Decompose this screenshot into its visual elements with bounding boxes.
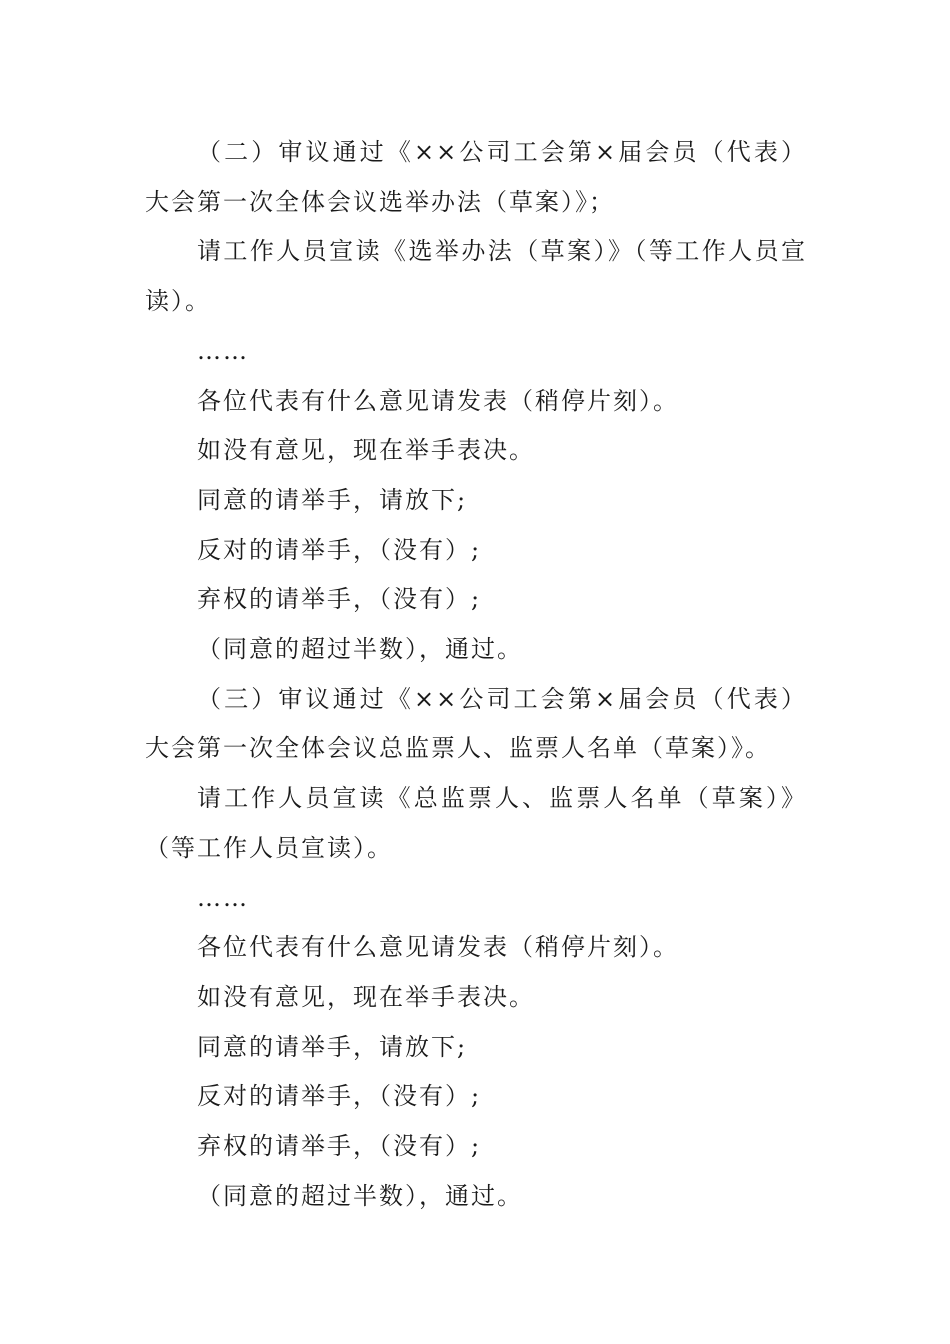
- paragraph-read-request: 请工作人员宣读《总监票人、监票人名单（草案）》（等工作人员宣读）。: [145, 784, 807, 862]
- paragraph-opinion-request: 各位代表有什么意见请发表（稍停片刻）。: [197, 933, 679, 962]
- paragraph-vote-call: 如没有意见，现在举手表决。: [197, 436, 535, 465]
- paragraph-agree: 同意的请举手，请放下;: [197, 1032, 468, 1061]
- paragraph-item-2-heading: （二）审议通过《××公司工会第×届会员（代表）大会第一次全体会议选举办法（草案）》；: [145, 138, 807, 216]
- paragraph-passed: （同意的超过半数），通过。: [197, 1181, 523, 1210]
- paragraph-ellipsis: ……: [197, 336, 249, 365]
- paragraph-abstain: 弃权的请举手，（没有）;: [197, 585, 482, 614]
- paragraph-oppose: 反对的请举手，（没有）;: [197, 535, 482, 564]
- paragraph-vote-call: 如没有意见，现在举手表决。: [197, 982, 535, 1011]
- paragraph-ellipsis: ……: [197, 883, 249, 912]
- paragraph-agree: 同意的请举手，请放下;: [197, 485, 468, 514]
- paragraph-item-3-heading: （三）审议通过《××公司工会第×届会员（代表）大会第一次全体会议总监票人、监票人名单（草案）》。: [145, 684, 807, 763]
- paragraph-abstain: 弃权的请举手，（没有）;: [197, 1132, 482, 1161]
- paragraph-opinion-request: 各位代表有什么意见请发表（稍停片刻）。: [197, 386, 679, 415]
- paragraph-oppose: 反对的请举手，（没有）;: [197, 1082, 482, 1111]
- paragraph-read-request: 请工作人员宣读《选举办法（草案）》（等工作人员宣读）。: [145, 237, 807, 316]
- document-body: [145, 128, 807, 1221]
- paragraph-passed: （同意的超过半数），通过。: [197, 635, 523, 664]
